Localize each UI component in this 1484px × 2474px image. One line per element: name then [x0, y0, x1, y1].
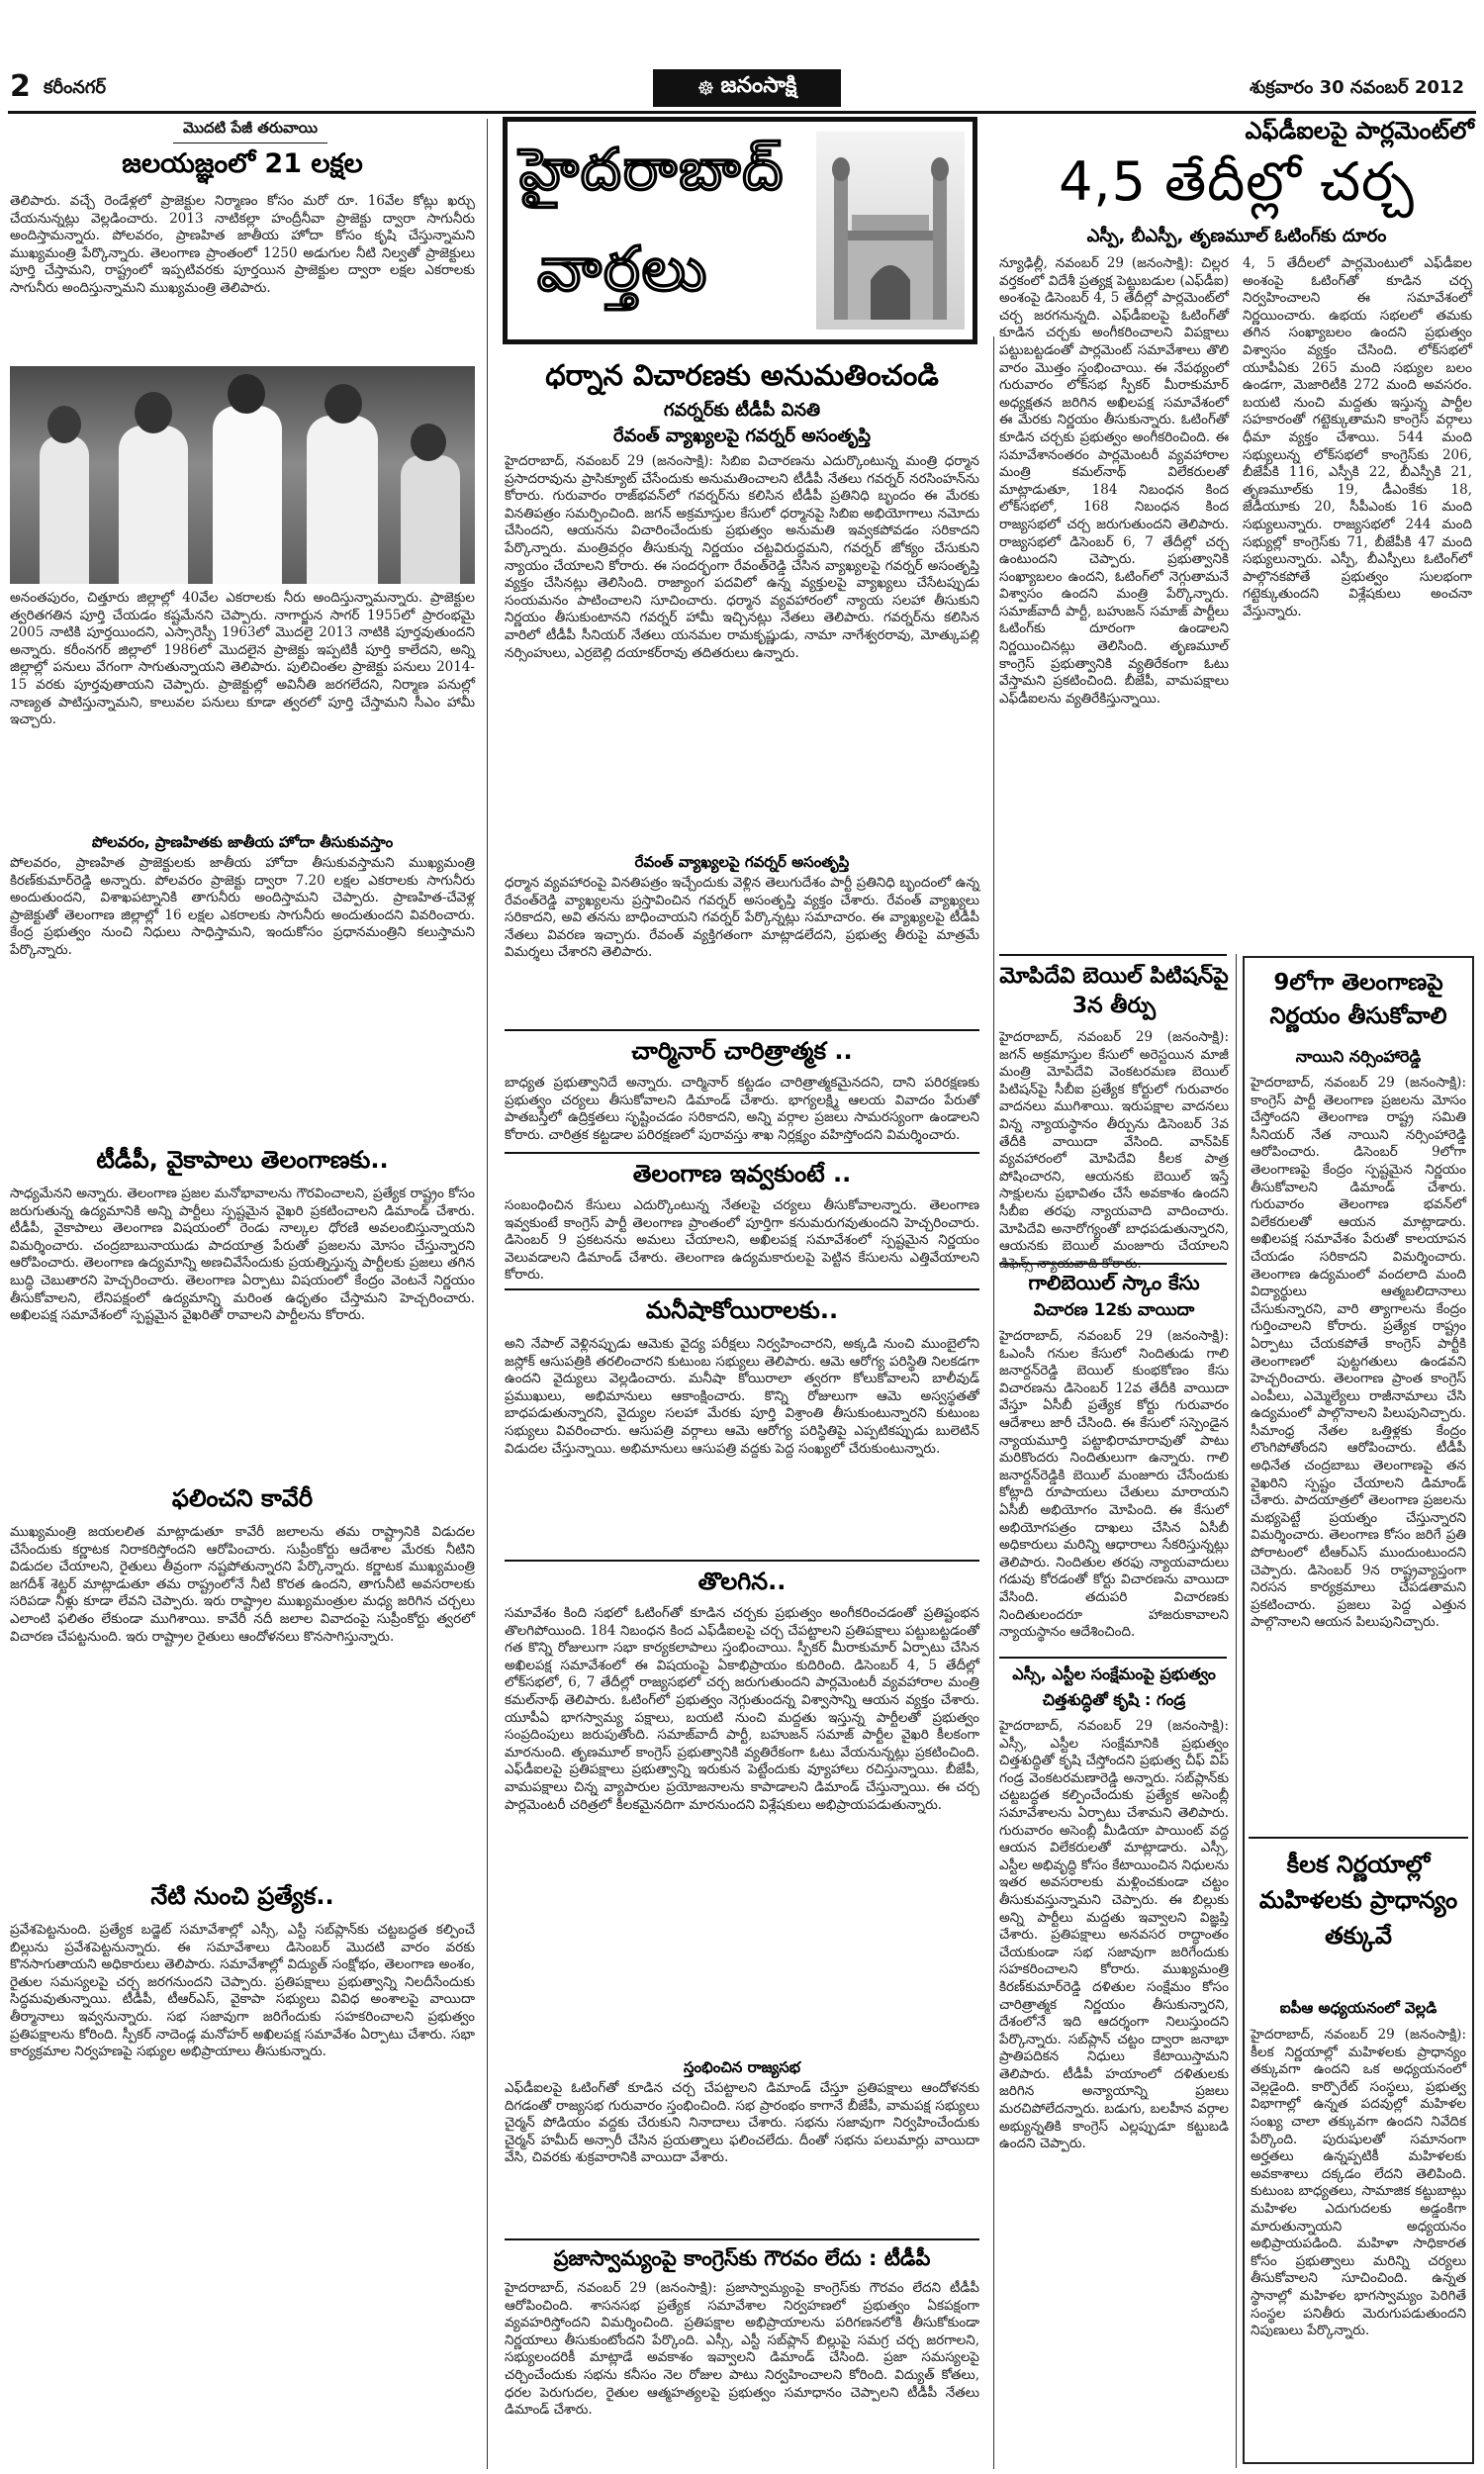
- cm-event-photo: [10, 366, 475, 584]
- col4-telangana-subhead: నాయిని నర్సింహారెడ్డి: [1295, 1047, 1422, 1066]
- gali-body: హైదరాబాద్, నవంబర్ 29 (జనంసాక్షి): ఓఎంసీ గనుల కేసులో నిందితుడు గాలి జనార్దన్‌రెడ్డి బెయిల్ కుంభకోణం కేసు విచారణను డిసెంబర్ 12వ తేదీకి వాయిదా వేస్తూ ఏసీబీ ప్రత్యేక కోర్టు గురువారం ఆదేశాలు జారీ చేసింది. ఈ కేసులో సస్పెండైన న్యాయమూర్తి పట్టాభిరామారావుతో పాటు మరికొందరు నిందితులుగా ఉన్నారు. గాలి జనార్దన్‌రెడ్డికి బెయిల్ మంజూరు చేసేందుకు కోట్లాది రూపాయలు చేతులు మారాయని ఏసీబీ అభియోగం మోపింది. ఈ కేసులో అభియోగపత్రం దాఖలు చేసిన ఏసీబీ అధికారులు మరిన్ని ఆధారాలు సేకరిస్తున్నట్లు తెలిపారు. నిందితుల తరఫు న్యాయవాదులు గడువు కోరడంతో కోర్టు విచారణను వాయిదా వేసింది. తదుపరి విచారణకు నిందితులందరూ హాజరుకావాలని న్యాయస్థానం ఆదేశించింది.: [999, 1328, 1229, 1641]
- divider: [505, 1152, 979, 1154]
- col1-story4-body: ప్రవేశపెట్టనుంది. ప్రత్యేక బడ్జెట్ సమావేశాల్లో ఎస్సీ, ఎస్టీ సబ్‌ప్లాన్‌కు చట్టబద్ధత కల్పించే బిల్లును ప్రవేశపెట్టనున్నారు. ఈ సమావేశాలు డిసెంబర్ మొదటి వారం వరకు కొనసాగుతాయని అధికారులు తెలిపారు. సమావేశాల్లో విద్యుత్ సంక్షోభం, తెలంగాణ అంశం, రైతుల సమస్యలపై చర్చ జరగనుందని చెప్పారు. ప్రతిపక్షాలు ప్రభుత్వాన్ని నిలదీసేందుకు సిద్ధమవుతున్నాయి. టీడీపీ, టీఆర్‌ఎస్, వైకాపా సభ్యులు వివిధ అంశాలపై వాయిదా తీర్మానాలు ఇవ్వనున్నారు. సభ సజావుగా జరిగేందుకు సహకరించాలని ప్రభుత్వం ప్రతిపక్షాలను కోరింది. స్పీకర్ నాదెండ్ల మనోహర్ అఖిలపక్ష సమావేశం ఏర్పాటు చేశారు. సభా కార్యక్రమాల నిర్వహణపై సభ్యుల అభిప్రాయాలు తీసుకున్నారు.: [10, 1922, 475, 2060]
- col2-charminar-headline: చార్మినార్ చారిత్రాత్మక ..: [631, 1037, 853, 1065]
- column-divider: [487, 119, 488, 2469]
- col2-telangana-body: సంబంధించిన కేసులు ఎదుర్కొంటున్న నేతలపై చర్యలు తీసుకోవాలన్నారు. తెలంగాణ ఇవ్వకుంటే కాంగ్రెస్ పార్టీ తెలంగాణ ప్రాంతంలో పూర్తిగా కనుమరుగవుతుందని హెచ్చరించారు. డిసెంబర్ 9 ప్రకటనను అమలు చేయాలని, అఖిలపక్ష సమావేశంలో స్పష్టమైన నిర్ణయం వెలువడాలని డిమాండ్ చేశారు. తెలంగాణ ఉద్యమకారులపై పెట్టిన కేసులను ఎత్తివేయాలని కోరారు.: [505, 1197, 979, 1284]
- col2-tholagina-headline: తొలగిన..: [697, 1568, 787, 1595]
- col2-lead-headline: ధర్నాన విచారణకు అనుమతించండి: [545, 358, 939, 392]
- col2-charminar-body: బాధ్యత ప్రభుత్వానిదే అన్నారు. చార్మినార్ కట్టడం చారిత్రాత్మకమైనదని, దాని పరిరక్షణకు ప్రభుత్వం చర్యలు తీసుకోవాలని డిమాండ్ చేశారు. భాగ్యలక్ష్మి ఆలయ వివాదం పేరుతో పాతబస్తీలో ఉద్రిక్తతలు సృష్టించడం సరికాదని, అన్ని వర్గాల ప్రజలు సామరస్యంగా ఉండాలని కోరారు. చారిత్రక కట్టడాల పరిరక్షణలో పురావస్తు శాఖ నిర్లక్ష్యం వహిస్తోందని విమర్శించారు.: [505, 1075, 979, 1143]
- col2-telangana-headline: తెలంగాణ ఇవ్వకుంటే ..: [632, 1160, 852, 1188]
- col2-lead-subhead1: గవర్నర్‌కు టీడీపీ వినతి: [663, 400, 821, 421]
- col2-lead-body2: ధర్మాన వ్యవహారంపై వినతిపత్రం ఇచ్చేందుకు వెళ్లిన తెలుగుదేశం పార్టీ ప్రతినిధి బృందంలో ఉన్న రేవంత్‌రెడ్డి వ్యాఖ్యలను ప్రస్తావించిన గవర్నర్ అసంతృప్తి వ్యక్తం చేశారు. రేవంత్ వ్యాఖ్యలు సరికాదని, అవి తనను బాధించాయని గవర్నర్ పేర్కొన్నట్లు సమాచారం. ఈ వ్యాఖ్యలపై టీడీపీ నేతలు వివరణ ఇచ్చారు. రేవంత్ వ్యక్తిగతంగా మాట్లాడలేదని, ప్రభుత్వ తీరుపై మాత్రమే విమర్శలు చేశారని తెలిపారు.: [505, 875, 979, 961]
- issue-date: శుక్రవారం 30 నవంబర్ 2012: [1250, 77, 1464, 98]
- col2-lead-subhead2: రేవంత్ వ్యాఖ్యలపై గవర్నర్ అసంతృప్తి: [613, 426, 871, 446]
- fdi-kicker: ఎఫ్‌డీఐలపై పార్లమెంట్‌లో: [1245, 117, 1474, 144]
- col4-telangana-body: హైదరాబాద్, నవంబర్ 29 (జనంసాక్షి): కాంగ్రెస్ పార్టీ తెలంగాణ ప్రజలను మోసం చేస్తోందని తెలంగాణ రాష్ట్ర సమితి సీనియర్ నేత నాయిని నర్సింహారెడ్డి ఆరోపించారు. డిసెంబర్ 9లోగా తెలంగాణపై కేంద్రం స్పష్టమైన నిర్ణయం తీసుకోవాలని డిమాండ్ చేశారు. గురువారం తెలంగాణ భవన్‌లో విలేకరులతో ఆయన మాట్లాడారు. అఖిలపక్ష సమావేశం పేరుతో కాలయాపన చేయడం సరికాదని విమర్శించారు. తెలంగాణ ఉద్యమంలో వందలాది మంది విద్యార్థులు ఆత్మబలిదానాలు చేసుకున్నారని, వారి త్యాగాలను కేంద్రం గుర్తించాలని కోరారు. ప్రత్యేక రాష్ట్రం ఏర్పాటు చేయకపోతే కాంగ్రెస్ పార్టీకి తెలంగాణలో పుట్టగతులు ఉండవని హెచ్చరించారు. తెలంగాణ ప్రాంత కాంగ్రెస్ ఎంపీలు, ఎమ్మెల్యేలు రాజీనామాలు చేసి ఉద్యమంలో పాల్గొనాలని పిలుపునిచ్చారు. సీమాంధ్ర నేతల ఒత్తిళ్లకు కేంద్రం లొంగిపోతోందని ఆరోపించారు. టీడీపీ అధినేత చంద్రబాబు తెలంగాణపై తన వైఖరిని స్పష్టం చేయాలని డిమాండ్ చేశారు. పాదయాత్రలో తెలంగాణ ప్రజలను మభ్యపెట్టే ప్రయత్నం చేస్తున్నారని విమర్శించారు. తెలంగాణ కోసం జరిగే ప్రతి పోరాటంలో టీఆర్‌ఎస్ ముందుంటుందని చెప్పారు. డిసెంబర్ 9న రాష్ట్రవ్యాప్తంగా నిరసన కార్యక్రమాలు చేపడతామని ప్రకటించారు. ప్రజలు పెద్ద ఎత్తున పాల్గొనాలని ఆయన పిలుపునిచ్చారు.: [1251, 1075, 1466, 1631]
- gali-subhead: విచారణ 12కు వాయిదా: [1033, 1300, 1195, 1320]
- sc-st-body: హైదరాబాద్, నవంబర్ 29 (జనంసాక్షి): ఎస్సీ, ఎస్టీల సంక్షేమానికి ప్రభుత్వం చిత్తశుద్ధితో కృషి చేస్తోందని ప్రభుత్వ చీఫ్ విప్ గండ్ర వెంకటరమణారెడ్డి అన్నారు. సబ్‌ప్లాన్‌కు చట్టబద్ధత కల్పించేందుకు ప్రత్యేక అసెంబ్లీ సమావేశాలను ఏర్పాటు చేశామని తెలిపారు. గురువారం అసెంబ్లీ మీడియా పాయింట్ వద్ద ఆయన విలేకరులతో మాట్లాడారు. ఎస్సీ, ఎస్టీల అభివృద్ధి కోసం కేటాయించిన నిధులను ఇతర అవసరాలకు మళ్లించకుండా చట్టం తీసుకువస్తున్నామని చెప్పారు. ఈ బిల్లుకు అన్ని పార్టీలు మద్దతు ఇవ్వాలని విజ్ఞప్తి చేశారు. ప్రతిపక్షాలు అనవసర రాద్ధాంతం చేయకుండా సభ సజావుగా జరిగేందుకు సహకరించాలని కోరారు. ముఖ్యమంత్రి కిరణ్‌కుమార్‌రెడ్డి దళితుల సంక్షేమం కోసం చారిత్రాత్మక నిర్ణయం తీసుకున్నారని, దేశంలోనే ఇది ఆదర్శంగా నిలుస్తుందని పేర్కొన్నారు. సబ్‌ప్లాన్ చట్టం ద్వారా జనాభా ప్రాతిపదికన నిధులు కేటాయిస్తామని తెలిపారు. టీడీపీ హయాంలో దళితులకు జరిగిన అన్యాయాన్ని ప్రజలు మరచిపోలేదన్నారు. బడుగు, బలహీన వర్గాల అభ్యున్నతికి కాంగ్రెస్ ఎల్లప్పుడూ కట్టుబడి ఉందని చెప్పారు.: [999, 1718, 1229, 2152]
- col2-manisha-body: అని నేపాల్ వెళ్లినప్పుడు ఆమెకు వైద్య పరీక్షలు నిర్వహించారని, అక్కడి నుంచి ముంబైలోని జస్లోక్ ఆసుపత్రికి తరలించారని కుటుంబ సభ్యులు తెలిపారు. ఆమె ఆరోగ్య పరిస్థితి నిలకడగా ఉందని వైద్యులు వెల్లడించారు. మనీషా కోయిరాలా త్వరగా కోలుకోవాలని బాలీవుడ్ ప్రముఖులు, అభిమానులు ఆకాంక్షించారు. కొన్ని రోజులుగా ఆమె అస్వస్థతతో బాధపడుతున్నారని, వైద్యుల సలహా మేరకు పూర్తి విశ్రాంతి తీసుకుంటున్నారని కుటుంబ సభ్యులు వివరించారు. ఆసుపత్రి వర్గాలు ఆమె ఆరోగ్య పరిస్థితిపై ఎప్పటికప్పుడు బులెటిన్ విడుదల చేస్తున్నాయి. అభిమానులు ఆసుపత్రి వద్దకు పెద్ద సంఖ్యలో చేరుకుంటున్నారు.: [505, 1336, 979, 1457]
- mopidevi-body: హైదరాబాద్, నవంబర్ 29 (జనంసాక్షి): జగన్ అక్రమాస్తుల కేసులో అరెస్టయిన మాజీ మంత్రి మోపిదేవి వెంకటరమణ బెయిల్ పిటిషన్‌పై సీబీఐ ప్రత్యేక కోర్టులో గురువారం వాదనలు ముగిశాయి. ఇరుపక్షాల వాదనలు విన్న న్యాయస్థానం తీర్పును డిసెంబర్ 3వ తేదీకి వాయిదా వేసింది. వాన్‌పిక్ వ్యవహారంలో మోపిదేవి కీలక పాత్ర పోషించారని, ఆయనకు బెయిల్ ఇస్తే సాక్షులను ప్రభావితం చేసే అవకాశం ఉందని సీబీఐ తరఫు న్యాయవాది వాదించారు. మోపిదేవి అనారోగ్యంతో బాధపడుతున్నారని, ఆయనకు బెయిల్ మంజూరు చేయాలని డిఫెన్స్ న్యాయవాది కోరారు.: [999, 1029, 1229, 1272]
- edition-name: కరీంనగర్: [44, 77, 106, 98]
- col4-women-subhead: ఐపీఆ అధ్యయనంలో వెల్లడి: [1279, 1999, 1438, 2017]
- col1-story3-headline: ఫలించని కావేరీ: [171, 1484, 314, 1512]
- col2-prajaswamyam-body: హైదరాబాద్, నవంబర్ 29 (జనంసాక్షి): ప్రజాస్వామ్యంపై కాంగ్రెస్‌కు గౌరవం లేదని టీడీపీ ఆరోపించింది. శాసనసభ ప్రత్యేక సమావేశాల నిర్వహణలో ప్రభుత్వం ఏకపక్షంగా వ్యవహరిస్తోందని విమర్శించింది. ప్రతిపక్షాల అభిప్రాయాలను పరిగణనలోకి తీసుకోకుండా నిర్ణయాలు తీసుకుంటోందని పేర్కొంది. ఎస్సీ, ఎస్టీ సబ్‌ప్లాన్ బిల్లుపై సమగ్ర చర్చ జరగాలని, సభ్యులందరికీ మాట్లాడే అవకాశం ఇవ్వాలని డిమాండ్ చేసింది. ప్రజా సమస్యలపై చర్చించేందుకు సభను కనీసం నెల రోజుల పాటు నిర్వహించాలని కోరింది. విద్యుత్ కోతలు, ధరల పెరుగుదల, రైతుల ఆత్మహత్యలపై ప్రభుత్వం సమాధానం చెప్పాలని టీడీపీ నేతలు డిమాండ్ చేశారు.: [505, 2280, 979, 2419]
- paper-name: జనంసాక్షి: [720, 73, 797, 98]
- charminar-icon: [816, 132, 965, 330]
- divider: [999, 954, 1227, 956]
- divider: [505, 1029, 979, 1031]
- divider: [1249, 1837, 1468, 1839]
- sc-st-subhead: చిత్తశుద్ధితో కృషి : గండ్ర: [1042, 1690, 1186, 1709]
- hyderabad-title-line1: హైదరాబాద్: [519, 136, 786, 203]
- col1-story2-headline: టీడీపీ, వైకాపాలు తెలంగాణకు..: [96, 1146, 389, 1174]
- charminar-image: [816, 132, 965, 330]
- mopidevi-headline: మోపిదేవి బెయిల్ పిటిషన్‌పై 3న తీర్పు: [999, 964, 1229, 1018]
- col2-lead-body: హైదరాబాద్, నవంబర్ 29 (జనంసాక్షి): సిబిఐ విచారణను ఎదుర్కొంటున్న మంత్రి ధర్మాన ప్రసాదరావును ప్రాసిక్యూట్ చేసేందుకు అనుమతించాలని టీడీపీ నేతలు గవర్నర్ నరసింహన్‌ను కోరారు. గురువారం రాజ్‌భవన్‌లో గవర్నర్‌ను కలిసిన టీడీపీ ప్రతినిధి బృందం ఈ మేరకు వినతిపత్రం సమర్పించింది. జగన్ అక్రమాస్తుల కేసులో ధర్మానపై సిబిఐ అభియోగాలు నమోదు చేసిందని, ఆయనను విచారించేందుకు ప్రభుత్వం అనుమతి ఇవ్వకపోవడం సరికాదని పేర్కొన్నారు. మంత్రివర్గం తీసుకున్న నిర్ణయం చట్టవిరుద్ధమని, గవర్నర్ జోక్యం చేసుకుని న్యాయం చేయాలని కోరారు. ఈ సందర్భంగా రేవంత్‌రెడ్డి చేసిన వ్యాఖ్యలపై గవర్నర్ అసంతృప్తి వ్యక్తం చేసినట్లు తెలిసింది. రాజ్యాంగ పదవిలో ఉన్న వ్యక్తులపై వ్యాఖ్యలు చేసేటప్పుడు సంయమనం పాటించాలని సూచించారు. ధర్మాన వ్యవహారంలో న్యాయ సలహా తీసుకుని నిర్ణయం తీసుకుంటానని గవర్నర్ హామీ ఇచ్చినట్లు నేతలు తెలిపారు. గవర్నర్‌ను కలిసిన వారిలో టీడీపీ సీనియర్ నేతలు యనమల రామకృష్ణుడు, నామా నాగేశ్వరరావు, మోత్కుపల్లి నర్సింహులు, ఎర్రబెల్లి దయాకర్‌రావు తదితరులు ఉన్నారు.: [505, 453, 979, 661]
- fdi-body-left: న్యూఢిల్లీ, నవంబర్ 29 (జనంసాక్షి): చిల్లర వర్తకంలో విదేశీ ప్రత్యక్ష పెట్టుబడుల (ఎఫ్‌డీఐ) అంశంపై డిసెంబర్ 4, 5 తేదీల్లో పార్లమెంట్‌లో చర్చ జరగనున్నది. ఎఫ్‌డీఐలపై ఓటింగ్‌తో కూడిన చర్చకు అంగీకరించాలని విపక్షాలు పట్టుబట్టడంతో పార్లమెంట్ సమావేశాలు తొలి వారం మొత్తం స్తంభించాయి. ఈ నేపథ్యంలో గురువారం లోక్‌సభ స్పీకర్ మీరాకుమార్ అధ్యక్షతన జరిగిన అఖిలపక్ష సమావేశంలో ఈ మేరకు నిర్ణయం తీసుకున్నారు. ఓటింగ్‌తో కూడిన చర్చకు ప్రభుత్వం అంగీకరించింది. ఈ సమావేశానంతరం పార్లమెంటరీ వ్యవహారాల మంత్రి కమల్‌నాథ్ విలేకరులతో మాట్లాడుతూ, 184 నిబంధన కింద లోక్‌సభలో, 168 నిబంధన కింద రాజ్యసభలో చర్చ జరుగుతుందని తెలిపారు. రాజ్యసభలో డిసెంబర్ 6, 7 తేదీల్లో చర్చ ఉంటుందని చెప్పారు. ప్రభుత్వానికి సంఖ్యాబలం ఉందని, ఓటింగ్‌లో నెగ్గుతామనే విశ్వాసం ఉందని మంత్రి పేర్కొన్నారు. సమాజ్‌వాదీ పార్టీ, బహుజన్ సమాజ్ పార్టీలు ఓటింగ్‌కు దూరంగా ఉండాలని నిర్ణయించినట్లు తెలిసింది. తృణమూల్ కాంగ్రెస్ ప్రభుత్వానికి వ్యతిరేకంగా ఓటు వేస్తామని ప్రకటించింది. బీజేపీ, వామపక్షాలు ఎఫ్‌డీఐలను వ్యతిరేకిస్తున్నాయి.: [999, 255, 1229, 707]
- col1-story1-cont: అనంతపురం, చిత్తూరు జిల్లాల్లో 40వేల ఎకరాలకు నీరు అందిస్తున్నామన్నారు. ప్రాజెక్టుల త్వరితగతిన పూర్తి చేయడం కష్టమేనని చెప్పారు. నాగార్జున సాగర్ 1955లో ప్రారంభమై 2005 నాటికి పూర్తయిందని, ఎస్సారెస్పీ 1963లో మొదలై 2013 నాటికి పూర్తవుతుందని అన్నారు. కరీంనగర్ జిల్లాలో 1986లో మొదలైన ప్రాజెక్టు ఇప్పటికీ పూర్తి కాలేదని, అన్ని జిల్లాల్లో పనులు వేగంగా సాగుతున్నాయని తెలిపారు. పులిచింతల ప్రాజెక్టు పనులు 2014-15 వరకు పూర్తవుతాయని చెప్పారు. ప్రాజెక్టుల్లో అవినీతి జరగలేదని, నిర్మాణ పనుల్లో నాణ్యత పాటిస్తున్నామని, కాలువల పనులు కూడా త్వరలో పూర్తి చేస్తామని సీఎం హామీ ఇచ్చారు.: [10, 590, 475, 728]
- col2-tholagina-body: సమావేశం కింది సభలో ఓటింగ్‌తో కూడిన చర్చకు ప్రభుత్వం అంగీకరించడంతో ప్రతిష్టంభన తొలగిపోయింది. 184 నిబంధన కింద ఎఫ్‌డీఐలపై చర్చ చేపట్టాలని ప్రతిపక్షాలు పట్టుబట్టడంతో గత కొన్ని రోజులుగా సభా కార్యకలాపాలు స్తంభించాయి. స్పీకర్ మీరాకుమార్ ఏర్పాటు చేసిన అఖిలపక్ష సమావేశంలో ఈ విషయంపై ఏకాభిప్రాయం కుదిరింది. డిసెంబర్ 4, 5 తేదీల్లో లోక్‌సభలో, 6, 7 తేదీల్లో రాజ్యసభలో చర్చ జరుగుతుందని పార్లమెంటరీ వ్యవహారాల మంత్రి కమల్‌నాథ్ తెలిపారు. ఓటింగ్‌లో ప్రభుత్వం నెగ్గుతుందన్న విశ్వాసాన్ని ఆయన వ్యక్తం చేశారు. యూపీఏ భాగస్వామ్య పక్షాలు, బయటి నుంచి మద్దతు ఇస్తున్న పార్టీలతో ప్రభుత్వం సంప్రదింపులు జరుపుతోంది. సమాజ్‌వాదీ పార్టీ, బహుజన్ సమాజ్ పార్టీల వైఖరి కీలకంగా మారనుంది. తృణమూల్ కాంగ్రెస్ ప్రభుత్వానికి వ్యతిరేకంగా ఓటు వేయనున్నట్లు ప్రకటించింది. ఎఫ్‌డీఐలపై ప్రతిపక్షాలు ప్రభుత్వాన్ని ఇరుకున పెట్టేందుకు వ్యూహాలు రచిస్తున్నాయి. బీజేపీ, వామపక్షాలు చిన్న వ్యాపారుల ప్రయోజనాలను కాపాడాలని డిమాండ్ చేస్తున్నాయి. ఈ చర్చ పార్లమెంటరీ చరిత్రలో కీలకమైనదిగా మారనుందని విశ్లేషకులు అభిప్రాయపడుతున్నారు.: [505, 1605, 979, 1813]
- divider: [505, 1288, 979, 1290]
- col1-story4-headline: నేటి నుంచి ప్రత్యేక..: [150, 1882, 334, 1910]
- fdi-body-right: 4, 5 తేదీలలో పార్లమెంటులో ఎఫ్‌డీఐల అంశంపై ఓటింగ్‌తో కూడిన చర్చ నిర్వహించాలని ఈ సమావేశంలో నిర్ణయించారు. ఉభయ సభలలో తమకు తగిన సంఖ్యాబలం ఉందని ప్రభుత్వం విశ్వాసం వ్యక్తం చేసింది. లోక్‌సభలో యూపీఏకు 265 మంది సభ్యుల బలం ఉండగా, మెజారిటీకి 272 మంది అవసరం. బయటి నుంచి మద్దతు ఇస్తున్న పార్టీల సహకారంతో గట్టెక్కుతామని కాంగ్రెస్ వర్గాలు ధీమా వ్యక్తం చేశాయి. 544 మంది సభ్యులున్న లోక్‌సభలో కాంగ్రెస్‌కు 206, బీజేపీకి 116, ఎస్పీకి 22, బీఎస్పీకి 21, తృణమూల్‌కు 19, డీఎంకేకు 18, జేడీయూకు 20, సీపీఎంకు 16 మంది సభ్యులున్నారు. రాజ్యసభలో 244 మంది సభ్యుల్లో కాంగ్రెస్‌కు 71, బీజేపీకి 47 మంది సభ్యులున్నారు. ఎస్పీ, బీఎస్పీలు ఓటింగ్‌లో పాల్గొనకపోతే ప్రభుత్వం సులభంగా గట్టెక్కుతుందని విశ్లేషకులు అంచనా వేస్తున్నారు.: [1243, 255, 1472, 619]
- fdi-subhead: ఎస్పీ, బీఎస్పీ, తృణమూల్ ఓటింగ్‌కు దూరం: [1086, 226, 1387, 246]
- col2-prajaswamyam-headline: ప్రజాస్వామ్యంపై కాంగ్రెస్‌కు గౌరవం లేదు : టీడీపీ: [553, 2246, 931, 2270]
- col4-women-body: హైదరాబాద్, నవంబర్ 29 (జనంసాక్షి): కీలక నిర్ణయాల్లో మహిళలకు ప్రాధాన్యం తక్కువగా ఉందని ఒక అధ్యయనంలో వెల్లడైంది. కార్పొరేట్ సంస్థలు, ప్రభుత్వ విభాగాల్లో ఉన్నత పదవుల్లో మహిళల సంఖ్య చాలా తక్కువగా ఉందని నివేదిక పేర్కొంది. పురుషులతో సమానంగా అర్హతలు ఉన్నప్పటికీ మహిళలకు అవకాశాలు దక్కడం లేదని తెలిపింది. కుటుంబ బాధ్యతలు, సామాజిక కట్టుబాట్లు మహిళల ఎదుగుదలకు అడ్డంకిగా మారుతున్నాయని అధ్యయనం అభిప్రాయపడింది. మహిళా సాధికారత కోసం ప్రభుత్వాలు మరిన్ని చర్యలు తీసుకోవాలని సూచించింది. ఉన్నత స్థానాల్లో మహిళల భాగస్వామ్యం పెరిగితే సంస్థల పనితీరు మెరుగుపడుతుందని నిపుణులు పేర్కొన్నారు.: [1251, 2027, 1466, 2339]
- gali-headline: గాలిబెయిల్ స్కాం కేసు: [1028, 1271, 1200, 1294]
- continued-label: మొదటి పేజీ తరువాయి: [173, 117, 327, 143]
- divider: [505, 2238, 979, 2240]
- col2-manisha-headline: మనీషాకోయిరాలకు..: [645, 1296, 839, 1324]
- logo-icon: ☸: [696, 76, 715, 100]
- col4-women-headline: కీలక నిర్ణయాల్లో మహిళలకు ప్రాధాన్యం తక్కువే: [1258, 1851, 1458, 1950]
- col2-tholagina-inner-subhead: స్తంభించిన రాజ్యసభ: [684, 2058, 800, 2076]
- masthead-rule: [8, 111, 1476, 114]
- divider: [999, 1263, 1227, 1265]
- column-divider: [1236, 954, 1237, 2468]
- col2-tholagina-body2: ఎఫ్‌డీఐలపై ఓటింగ్‌తో కూడిన చర్చ చేపట్టాలని డిమాండ్ చేస్తూ ప్రతిపక్షాలు ఆందోళనకు దిగడంతో రాజ్యసభ గురువారం స్తంభించింది. సభ ప్రారంభం కాగానే బీజేపీ, వామపక్ష సభ్యులు చైర్మన్ పోడియం వద్దకు చేరుకుని నినాదాలు చేశారు. సభను సజావుగా నిర్వహించేందుకు చైర్మన్ హమీద్ అన్సారీ చేసిన ప్రయత్నాలు ఫలించలేదు. దీంతో సభను పలుమార్లు వాయిదా వేసి, చివరకు శుక్రవారానికి వాయిదా వేశారు.: [505, 2080, 979, 2166]
- col1-story1-body: తెలిపారు. వచ్చే రెండేళ్లలో ప్రాజెక్టుల నిర్మాణం కోసం మరో రూ. 16వేల కోట్లు ఖర్చు చేయనున్నట్లు వెల్లడించారు. 2013 నాటికల్లా హంద్రీనీవా ప్రాజెక్టు ద్వారా సాగునీరు అందిస్తామన్నారు. పోలవరం, ప్రాణహిత జాతీయ హోదా కోసం కృషి చేస్తున్నామని ముఖ్యమంత్రి పేర్కొన్నారు. తెలంగాణ ప్రాంతంలో 1250 అడుగుల నీటి నిల్వతో ప్రాజెక్టులు పూర్తి చేస్తామని, రాష్ట్రంలో ఇప్పటివరకు పూర్తయిన ప్రాజెక్టుల ద్వారా లక్షల ఎకరాలకు సాగునీరు అందిస్తున్నామని ముఖ్యమంత్రి తెలిపారు.: [10, 193, 475, 296]
- sc-st-headline: ఎస్సీ, ఎస్టీల సంక్షేమంపై ప్రభుత్వం: [1012, 1665, 1216, 1683]
- col2-lead-inner-subhead: రేవంత్ వ్యాఖ్యలపై గవర్నర్ అసంతృప్తి: [634, 853, 850, 871]
- col4-telangana-headline: 9లోగా తెలంగాణపై నిర్ణయం తీసుకోవాలి: [1269, 970, 1447, 1029]
- page-number: 2: [10, 69, 31, 104]
- col1-story2-body: సాధ్యమేనని అన్నారు. తెలంగాణ ప్రజల మనోభావాలను గౌరవించాలని, ప్రత్యేక రాష్ట్రం కోసం జరుగుతున్న ఉద్యమానికి అన్ని పార్టీలు స్పష్టమైన వైఖరి ప్రకటించాలని డిమాండ్ చేశారు. టీడీపీ, వైకాపాలు తెలంగాణ విషయంలో రెండు నాల్కల ధోరణి అవలంబిస్తున్నాయని విమర్శించారు. చంద్రబాబునాయుడు పాదయాత్ర పేరుతో ప్రజలను మోసం చేస్తున్నారని ఆరోపించారు. తెలంగాణ ఉద్యమాన్ని అణచివేసేందుకు ప్రయత్నిస్తున్న పార్టీలకు ప్రజలు తగిన బుద్ధి చెబుతారని హెచ్చరించారు. తెలంగాణ ఏర్పాటు విషయంలో కేంద్రం వెంటనే నిర్ణయం తీసుకోవాలని, లేనిపక్షంలో ఉద్యమాన్ని మరింత ఉధృతం చేస్తామని హెచ్చరించారు. అఖిలపక్ష సమావేశంలో స్పష్టమైన వైఖరితో రావాలని పార్టీలను కోరారు.: [10, 1186, 475, 1324]
- col1-story1-subhead: పోలవరం, ప్రాణహితకు జాతీయ హోదా తీసుకువస్తాం: [91, 833, 394, 851]
- col1-story1-headline: జలయజ్ఞంలో 21 లక్షల: [122, 148, 363, 179]
- hyderabad-title-line2: వార్తలు: [537, 233, 709, 305]
- fdi-headline: 4,5 తేదీల్లో చర్చ: [1059, 150, 1415, 213]
- masthead-logo: [653, 69, 841, 107]
- column-divider: [993, 336, 994, 2469]
- col1-story1-cont2: పోలవరం, ప్రాణహిత ప్రాజెక్టులకు జాతీయ హోదా తీసుకువస్తామని ముఖ్యమంత్రి కిరణ్‌కుమార్‌రెడ్డి అన్నారు. పోలవరం ప్రాజెక్టు ద్వారా 7.20 లక్షల ఎకరాలకు సాగునీరు అందుతుందని, విశాఖపట్నానికి తాగునీరు అందిస్తామని చెప్పారు. ప్రాణహిత-చేవెళ్ల ప్రాజెక్టుతో తెలంగాణ జిల్లాల్లో 16 లక్షల ఎకరాలకు సాగునీరు అందుతుందని వివరించారు. కేంద్ర ప్రభుత్వం నుంచి నిధులు సాధిస్తామని, ఇందుకోసం ప్రధానమంత్రిని కలుస్తామని పేర్కొన్నారు.: [10, 855, 475, 958]
- hyderabad-news-box: [503, 117, 977, 344]
- divider: [999, 1657, 1227, 1659]
- divider: [505, 1560, 979, 1562]
- col1-story3-body: ముఖ్యమంత్రి జయలలిత మాట్లాడుతూ కావేరీ జలాలను తమ రాష్ట్రానికి విడుదల చేసేందుకు కర్ణాటక నిరాకరిస్తోందని ఆరోపించారు. సుప్రీంకోర్టు ఆదేశాల మేరకు నీటిని విడుదల చేయాలని, రైతులు తీవ్రంగా నష్టపోతున్నారని పేర్కొన్నారు. కర్ణాటక ముఖ్యమంత్రి జగదీశ్ శెట్టర్ మాట్లాడుతూ తమ రాష్ట్రంలోనే నీటి కొరత ఉందని, తాగునీటి అవసరాలకు సరిపడా నీళ్లు కూడా లేవని చెప్పారు. ఇరు రాష్ట్రాల ముఖ్యమంత్రుల మధ్య జరిగిన చర్చలు ఎలాంటి ఫలితం లేకుండా ముగిశాయి. కావేరీ నదీ జలాల వివాదంపై సుప్రీంకోర్టు త్వరలో విచారణ చేపట్టనుంది. ఇరు రాష్ట్రాల రైతులు ఆందోళనలు కొనసాగిస్తున్నారు.: [10, 1524, 475, 1645]
